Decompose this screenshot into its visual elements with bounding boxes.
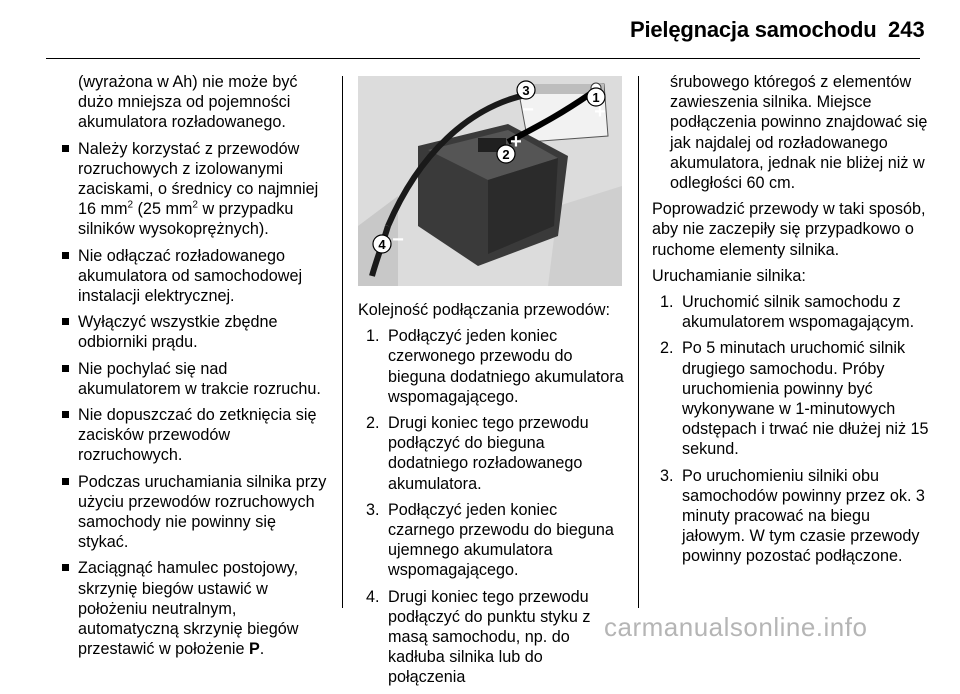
bullet-item: Należy korzystać z przewodów rozruchowych z izolowanymi zaciskami, o średnicy co najmniej 16 $mm^2$ (25 $mm^2$ w przypadku silników wysokoprężnych). [60,139,330,240]
callout-2: 2 [502,147,510,162]
bullet-item: Wyłączyć wszystkie zbędne odbiorniki prądu. [60,312,330,352]
page-header [0,0,960,60]
bullet-item: Nie dopuszczać do zetknięcia się zacisków przewodów rozruchowych. [60,405,330,466]
callout-3: 3 [522,83,530,98]
numbered-item: 3. Podłączyć jeden koniec czarnego przewodu do bieguna ujemnego akumulatora wspomagającego. [366,500,614,580]
callout-1: 1 [592,90,600,105]
numbered-item: 2. Po 5 minutach uruchomić silnik drugiego samochodu. Próby uruchomienia powinny być wykonywane w 1-minutowych odstępach i trwać nie dłużej niż 15 sekund. [660,339,929,459]
bullet-item: Nie pochylać się nad akumulatorem w trakcie rozruchu. [60,359,330,399]
minus-sign-ground: − [392,229,404,251]
numbered-item: 2. Drugi koniec tego przewodu podłączyć do bieguna dodatniego rozładowanego akumulatora. [366,414,589,493]
column-right [652,72,932,573]
column-divider-left [342,76,343,608]
starting-heading: Uruchamianie silnika: [652,266,806,285]
numbered-item: 3. Po uruchomieniu silniki obu samochodów powinny przez ok. 3 minuty pracować na biegu jałowym. W tym czasie przewody powinny pozostać podłączone. [660,466,925,566]
header-rule [46,58,920,59]
column-left [60,72,330,665]
numbered-item: 4. Drugi koniec tego przewodu podłączyć do punktu styku z masą samochodu, np. do kadłuba silnika lub do połączenia [366,587,591,687]
column-divider-right [638,76,639,608]
page-number: 243 [888,17,925,42]
numbered-item: 1. Podłączyć jeden koniec czerwonego przewodu do bieguna dodatniego akumulatora wspomagającego. [366,327,624,406]
intro-paragraph: (wyrażona w Ah) nie może być dużo mniejsza od pojemności akumulatora rozładowanego. [78,73,298,132]
minus-sign-booster: − [522,99,534,121]
section-title: Pielęgnacja samochodu [630,17,877,42]
callout-4: 4 [378,237,386,252]
plus-sign-booster: + [594,101,606,123]
column-middle [358,300,624,694]
plus-sign-discharged: + [510,131,522,153]
continued-paragraph: śrubowego któregoś z elementów zawieszenia silnika. Miejsce podłączenia powinno znajdować się jak najdalej od rozładowanego akumulatora, jednak nie bliżej niż w odległości 60 cm. [670,73,928,193]
routing-paragraph: Poprowadzić przewody w taki sposób, aby nie zaczepiły się przypadkowo o ruchome elementy silnika. [652,200,926,259]
bullet-item: Nie odłączać rozładowanego akumulatora od samochodowej instalacji elektrycznej. [60,246,330,307]
numbered-item: 1. Uruchomić silnik samochodu z akumulatorem wspomagającym. [660,293,915,332]
jump-start-illustration [358,76,622,286]
bullet-item: Podczas uruchamiania silnika przy użyciu przewodów rozruchowych samochody nie powinny się stykać. [60,472,330,553]
bullet-item: Zaciągnąć hamulec postojowy, skrzynię biegów ustawić w położeniu neutralnym, automatyczną skrzynię biegów przestawić w położenie P. [60,558,330,659]
engine-bay-drawing [358,76,622,286]
watermark: carmanualsonline.info [604,612,868,642]
connection-order-heading: Kolejność podłączania przewodów: [358,301,610,319]
